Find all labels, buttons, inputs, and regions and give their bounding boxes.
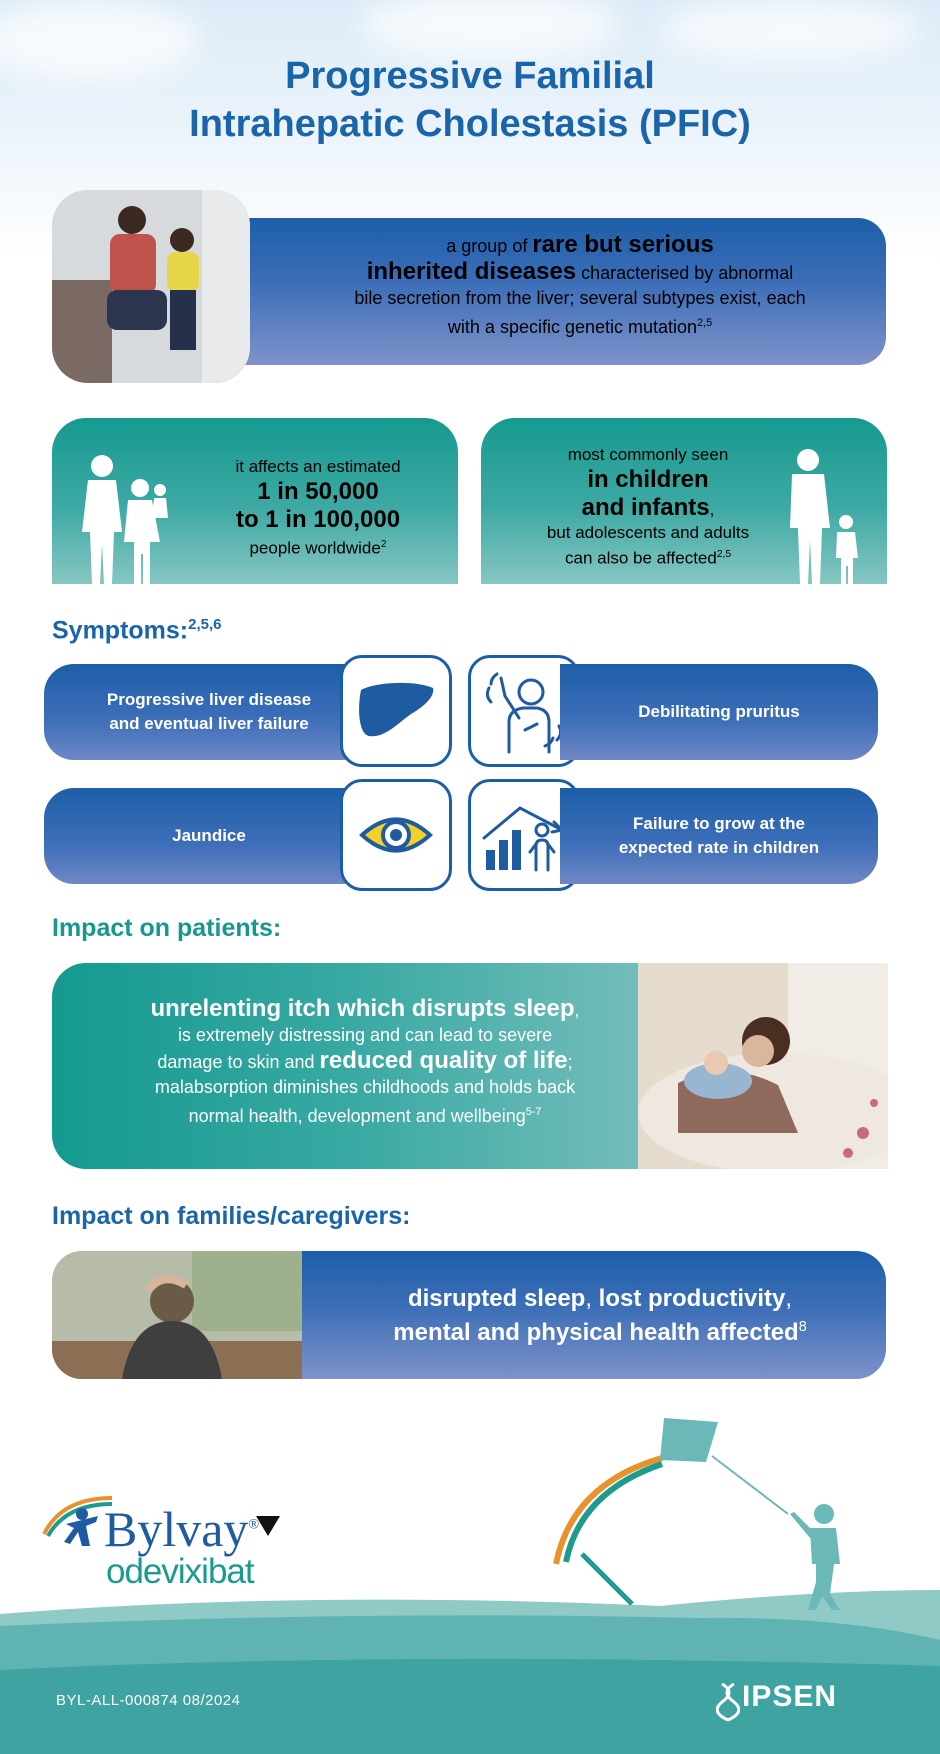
impact-families-text: disrupted sleep, lost productivity, mental and physical health affected$^8$ [393,1285,807,1346]
page-title [0,52,940,148]
child-silhouette-icon [784,1502,854,1612]
intro-highlight-2: inherited diseases [366,258,577,285]
symptom-liver-failure: Progressive liver disease and eventual liver failure [44,664,374,760]
father-child-photo [52,190,250,383]
cloud-decoration [660,0,920,60]
title-line-1: Progressive Familial [285,55,655,97]
symptom-jaundice: Jaundice [44,788,374,884]
title-line-2: Intrahepatic Cholestasis (PFIC) [189,103,751,145]
prevalence-text: it affects an estimated 1 in 50,000 to 1 in 100,000 people worldwide$^2$ [235,457,401,558]
reference-superscript: 2,5 [697,317,713,329]
eye-icon [358,810,434,860]
scratching-person-icon [479,666,569,756]
document-code: BYL-ALL-000874 08/2024 [56,1692,241,1709]
impact-families-heading: Impact on families/caregivers: [52,1202,411,1230]
symptoms-heading: Symptoms:$^{2,5,6}$ [52,616,222,645]
symptom-failure-to-grow: Failure to grow at the expected rate in children [560,788,878,884]
growth-chart-icon [480,798,568,872]
ipsen-logo-icon [716,1682,740,1722]
intro-text: a group of rare but serious inherited diseases characterised by abnormal bile secretion from the liver; several subtypes exist, each with a specific genetic mutation$^{2,5}$ [354,231,806,337]
ipsen-logo-text: IPSEN [742,1680,838,1713]
impact-patients-text: unrelenting itch which disrupts sleep, is extremely distressing and can lead to severe damage to skin and reduced quality of life; malabsorption diminishes childhoods and holds back normal health, development and wellbeing$^{5-7}$ [150,995,580,1126]
brand-name: Bylvay® [104,1501,260,1557]
distressed-caregiver-photo [52,1251,302,1379]
intro-highlight-1: rare but serious [532,231,714,258]
cloud-decoration [360,0,620,60]
symptom-pruritus: Debilitating pruritus [560,664,878,760]
liver-icon [355,680,437,742]
liver-icon-box [340,655,452,767]
adult-child-silhouette-icon [782,448,862,584]
jaundice-icon-box [340,779,452,891]
generic-name: odevixibat [106,1552,254,1591]
registered-mark: ® [248,1517,260,1533]
age-group-text: most commonly seen in children and infants, but adolescents and adults can also be affected$^{2,5}$ [546,445,750,568]
black-triangle-icon [256,1516,280,1536]
mother-baby-photo [638,963,888,1169]
family-silhouette-icon [72,452,172,584]
impact-patients-heading: Impact on patients: [52,914,282,942]
